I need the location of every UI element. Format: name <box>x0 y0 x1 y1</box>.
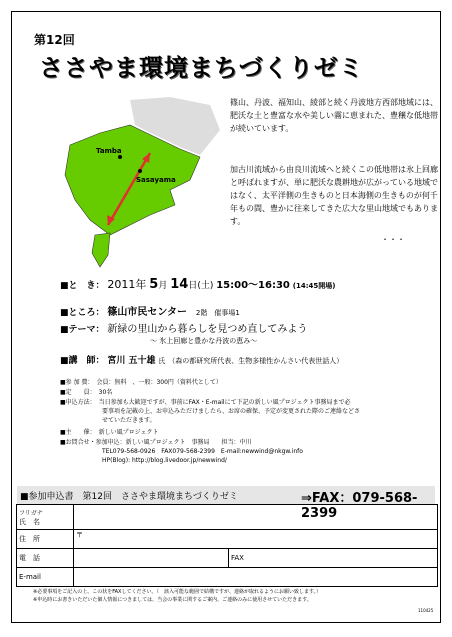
info-capacity: ■定 員： 30名 <box>60 389 113 396</box>
date-day-unit: 日 <box>188 281 198 291</box>
info-contact: ■お問合せ・参加申込：新しい風プロジェクト 事務局 担当：中川 <box>60 439 252 446</box>
phone-label: 電 話 <box>17 549 74 568</box>
event-time: 15:00～16:30 <box>216 280 290 291</box>
map-dot-tamba <box>118 155 122 159</box>
map-label-sasayama: Sasayama <box>136 176 176 184</box>
info-contact-hp: HP(Blog): http://blog.livedoor.jp/newwind/ <box>60 457 227 464</box>
event-place-row <box>60 303 240 318</box>
form-row-email <box>17 568 438 587</box>
lecturer-honorific: 氏 <box>158 357 166 365</box>
name-field[interactable] <box>74 505 438 530</box>
address-field[interactable] <box>74 530 438 549</box>
event-time-note: (14:45開場) <box>292 282 336 290</box>
address-label: 住 所 <box>17 530 74 549</box>
name-label-cell <box>17 505 74 530</box>
event-theme-row <box>60 320 307 335</box>
event-theme: 新緑の里山から暮らしを見つめ直してみよう <box>107 324 308 335</box>
email-field[interactable] <box>74 568 438 587</box>
lecturer-org: （森の都研究所代表、生物多様性かんさい代表世話人） <box>168 357 344 365</box>
form-row-name <box>17 505 438 530</box>
note-2: ※申込時にお書きいただいた個人情報につきましては、当会の事業に関するご案内、ご連絡のみに使用させていただきます。 <box>33 597 312 603</box>
intro-paragraph-2: 加古川流域から由良川流域へと続くこの低地帯は氷上回廊と呼ばれますが、単に肥沃な農耕地が広がっている地域ではなく、太平洋側の生きものと日本海側の生きものが何千年もの間、豊かに往来してきた広大な里山地域でもあります。 <box>230 165 438 226</box>
info-apply-1: ■申込方法： 当日参加も大歓迎ですが、事前にFAX・E-mailにて下記の新しい風プロジェクト事務局まで必 <box>60 399 351 406</box>
place-label: ■ところ： <box>60 308 105 318</box>
application-form <box>16 504 438 587</box>
intro-ellipsis: ・・・ <box>381 235 405 244</box>
email-label: E-mail <box>17 568 74 587</box>
date-month-unit: 月 <box>158 281 168 291</box>
application-fax: ⇒FAX：079-568-2399 <box>301 491 418 521</box>
date-weekday: (土) <box>197 281 214 291</box>
event-place: 篠山市民センター <box>107 307 187 318</box>
event-room: 2階 催事場1 <box>195 309 240 317</box>
map-dot-sasayama <box>138 169 142 173</box>
furigana-label: フリガナ <box>19 509 43 517</box>
fax-label: FAX <box>229 549 278 568</box>
event-date-row <box>60 276 335 292</box>
info-apply-2: 要事項を記載の上、お申込みただけましたら、お席の確保、予定が変更された際のご連絡などさ <box>60 408 361 415</box>
map-island <box>92 233 110 267</box>
date-year: 2011年 <box>107 278 147 291</box>
date-label: ■と き： <box>60 281 105 291</box>
lecturer-name: 宮川 五十雄 <box>107 356 156 366</box>
application-title: ■参加申込書 第12回 ささやま環境まちづくりゼミ <box>20 492 238 502</box>
info-organizer: ■主 催： 新しい風プロジェクト <box>60 429 159 436</box>
phone-field[interactable] <box>74 549 229 568</box>
lecturer-row <box>60 353 343 366</box>
theme-label: ■テーマ： <box>60 325 105 335</box>
postal-mark: 〒 <box>76 531 83 539</box>
info-fee: ■参 加 費： 会員：無料 、一般：300円（資料代として） <box>60 379 222 386</box>
form-row-address <box>17 530 438 549</box>
edition-label: 第12回 <box>34 33 75 47</box>
lecturer-label: ■講 師： <box>60 356 105 366</box>
event-theme-sub: ～ 氷上回廊と豊かな丹波の恵み～ <box>150 337 258 345</box>
info-contact-tel: TEL079-568-0926 FAX079-568-2399 E-mail:newwind@nkgw.info <box>60 448 303 455</box>
page-title: ささやま環境まちづくりゼミ <box>39 54 364 82</box>
map-label-tamba: Tamba <box>96 147 122 155</box>
fax-field[interactable] <box>277 549 438 568</box>
form-row-phone <box>17 549 438 568</box>
date-month: 5 <box>149 277 159 292</box>
intro-paragraph-1: 篠山、丹波、福知山、綾部と続く丹波地方西部地域には、肥沃な土と豊富な水や美しい霧に恵まれた、豊穣な低地帯が続いています。 <box>230 98 438 133</box>
note-1: ※必要事項をご記入の上、この状をFAXしてください。（ 該入可能な範囲で結構ですが、連絡が取れるようにお願い致します。） <box>33 589 322 595</box>
form-notes <box>33 588 321 604</box>
document-code: 110425 <box>418 608 434 613</box>
info-apply-3: せていただきます。 <box>60 417 156 424</box>
region-map <box>60 95 230 270</box>
date-day: 14 <box>170 277 189 292</box>
name-label: 氏 名 <box>19 517 40 526</box>
